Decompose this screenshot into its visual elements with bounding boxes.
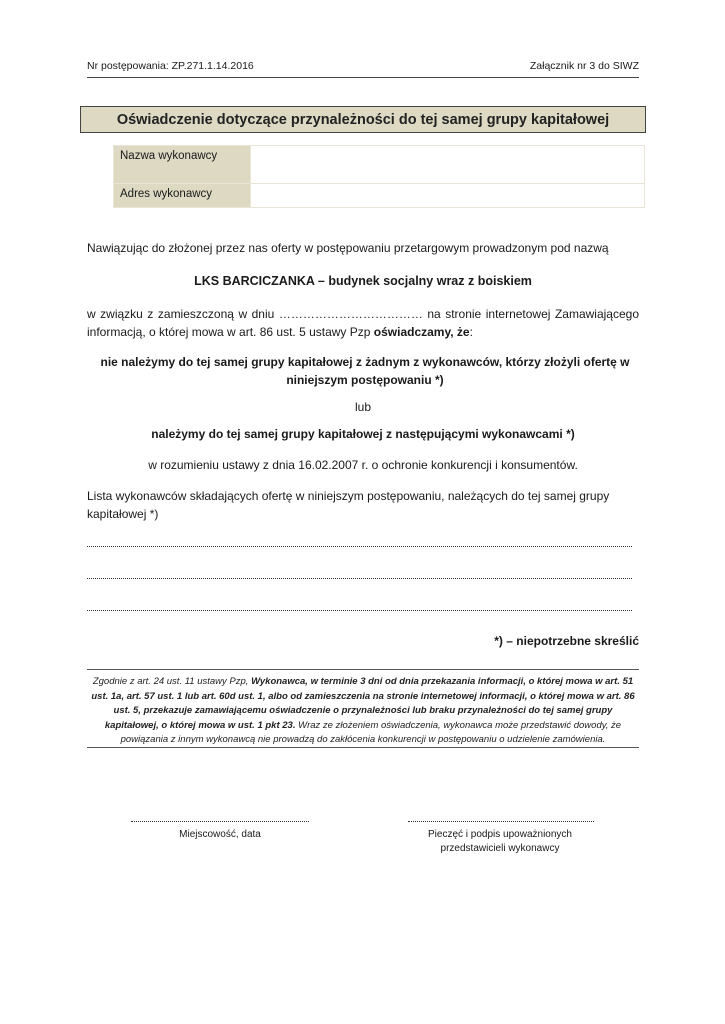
option-not-member: nie należymy do tej samej grupy kapitałowej z żadnym z wykonawców, którzy złożyli ofertę w niniejszym postępowaniu *) [100, 355, 630, 387]
document-title [80, 106, 646, 133]
authorized-signature-label [400, 828, 600, 856]
contractor-address-label: Adres wykonawcy [114, 184, 251, 208]
project-name: LKS BARCICZANKA – budynek socjalny wraz z boiskiem [194, 274, 532, 288]
header-divider [87, 77, 639, 78]
footnote-part-3: Wraz ze złożeniem oświadczenia, wykonawca może przedstawić dowody, że powiązania z innym wykonawcą nie prowadzą do zakłócenia konkurencji w postępowaniu o udzielenie zamówienia. [120, 719, 622, 745]
intro-paragraph: Nawiązując do złożonej przez nas oferty w postępowaniu przetargowym prowadzonym pod nazwą [87, 241, 609, 255]
option-member: należymy do tej samej grupy kapitałowej z następującymi wykonawcami *) [151, 427, 575, 441]
footnote-top-rule [87, 669, 639, 670]
declaration-bold: oświadczamy, że [373, 325, 470, 339]
contractor-name-label: Nazwa wykonawcy [114, 146, 251, 184]
publication-date-line: w związku z zamieszczoną w dniu ……………………………… na stronie internetowej Zamawiającego [87, 307, 639, 321]
authorized-signature-line[interactable] [408, 820, 594, 822]
authorized-signature-label-line-2: przedstawicieli wykonawcy [440, 843, 560, 854]
document-title-text: Oświadczenie dotyczące przynależności do tej samej grupy kapitałowej [116, 111, 610, 128]
law-reference: w rozumieniu ustawy z dnia 16.02.2007 r. o ochronie konkurencji i konsumentów. [148, 458, 578, 472]
footnote-part-2: Wykonawca, w terminie 3 dni od dnia przekazania informacji, o której mowa w art. 51 ust. 1a, art. 57 ust. 1 lub art. 60d ust. 1, albo od zamieszczenia na stronie internetowej informacji, o której mowa w art. 86 ust. 5, przekazuje zamawiającemu oświadczenie o przynależności lub braku przynależności do tej samej grupy kapitałowej, o której mowa w ust. 1 pkt 23. [91, 676, 635, 731]
place-date-label: Miejscowość, data [179, 829, 261, 840]
contractor-name-field[interactable] [251, 146, 645, 184]
attachment-number: Załącznik nr 3 do SIWZ [529, 60, 639, 72]
list-entry-line-1[interactable] [87, 545, 632, 547]
list-entry-line-3[interactable] [87, 609, 632, 611]
case-number: Nr postępowania: ZP.271.1.14.2016 [87, 60, 254, 72]
contractor-list-intro: Lista wykonawców składających ofertę w niniejszym postępowaniu, należących do tej samej grupy kapitałowej *) [87, 489, 610, 521]
declaration-text: informacją, o której mowa w art. 86 ust. 5 ustawy Pzp [87, 325, 374, 339]
declaration-line [87, 323, 639, 341]
or-separator: lub [354, 400, 371, 414]
contractor-identification-table [113, 145, 645, 208]
page-header [87, 60, 639, 76]
legal-footnote [87, 675, 639, 748]
authorized-signature-label-line-1: Pieczęć i podpis upoważnionych [428, 829, 572, 840]
declaration-colon: : [469, 325, 473, 339]
place-date-signature-line[interactable] [131, 820, 309, 822]
footnote-part-1: Zgodnie z art. 24 ust. 11 ustawy Pzp, [92, 676, 252, 687]
list-entry-line-2[interactable] [87, 577, 632, 579]
strike-through-note: *) – niepotrzebne skreślić [494, 634, 639, 648]
footnote-bottom-rule [87, 747, 639, 748]
contractor-address-field[interactable] [251, 184, 645, 208]
